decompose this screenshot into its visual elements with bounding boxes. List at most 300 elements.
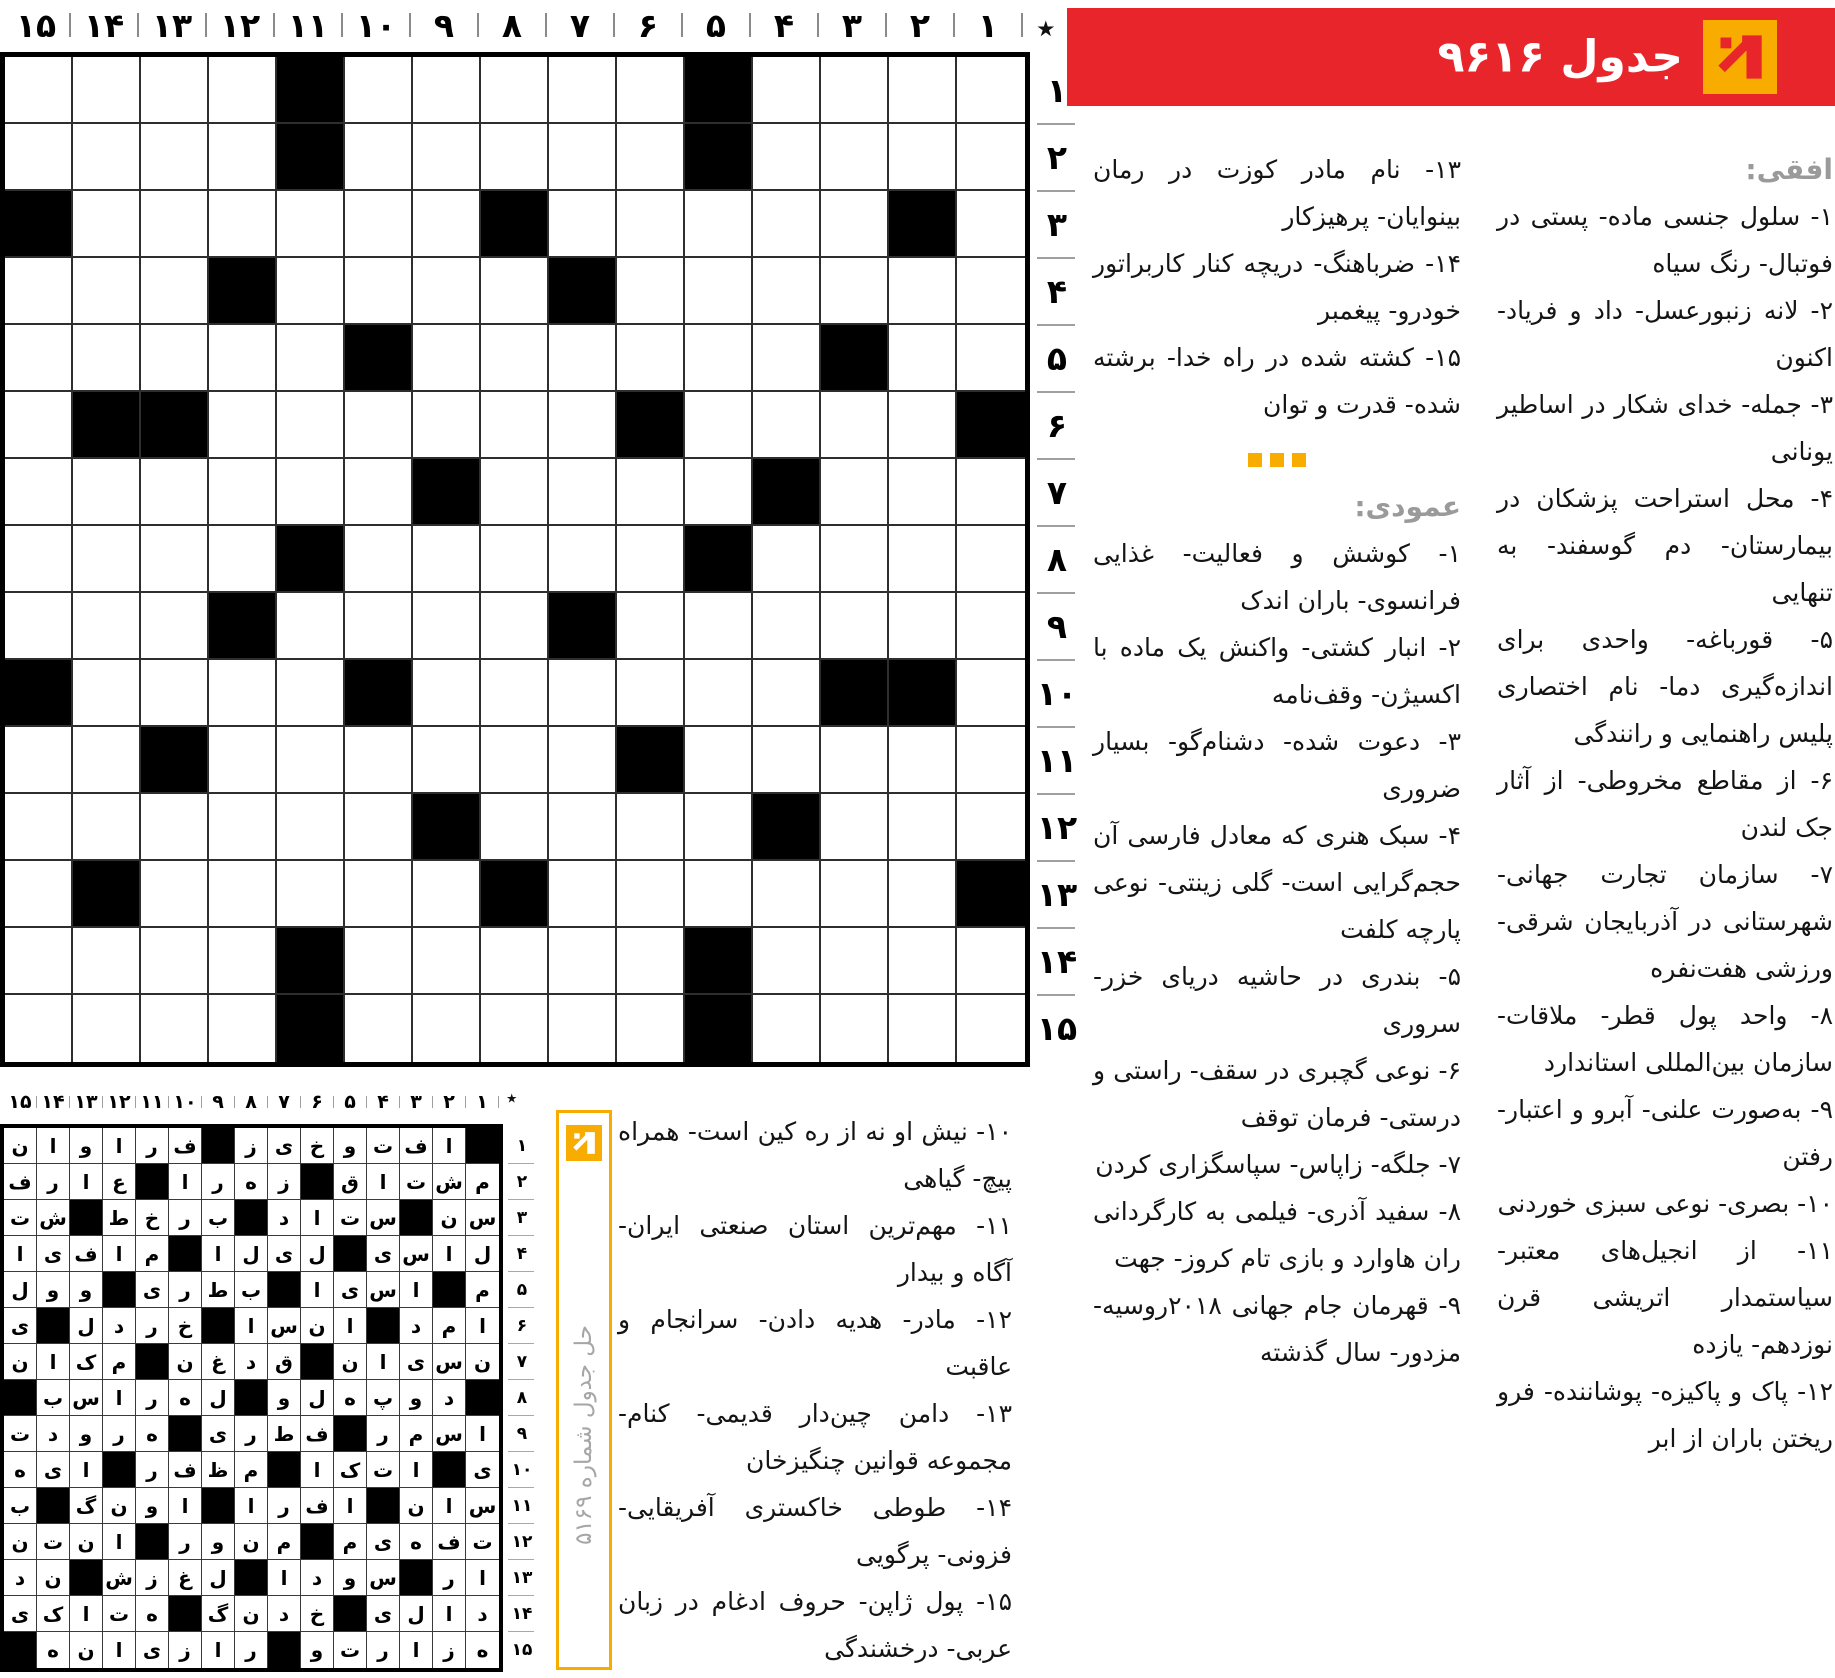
grid-cell[interactable]	[617, 191, 685, 258]
solution-cell: ه	[334, 1380, 367, 1416]
solution-cell: ی	[334, 1272, 367, 1308]
solution-cell: ا	[334, 1488, 367, 1524]
solution-cell: ن	[334, 1344, 367, 1380]
grid-cell[interactable]	[821, 392, 889, 459]
clue: ۱۳- نام مادر کوزت در رمان بینوایان- پرهیزکار	[1093, 155, 1461, 231]
grid-cell[interactable]	[209, 57, 277, 124]
main-grid-row-numbers	[1034, 57, 1080, 1062]
grid-cell[interactable]	[753, 995, 821, 1062]
grid-cell[interactable]	[277, 191, 345, 258]
grid-cell[interactable]	[277, 258, 345, 325]
grid-cell[interactable]	[889, 57, 957, 124]
clue: ۱۵- پول ژاپن- حروف ادغام در زبان عربی- درخشندگی	[618, 1587, 1012, 1663]
grid-cell[interactable]	[549, 191, 617, 258]
grid-cell[interactable]	[481, 660, 549, 727]
solution-cell-black	[37, 1308, 70, 1344]
grid-cell[interactable]	[481, 526, 549, 593]
grid-cell[interactable]	[753, 861, 821, 928]
grid-cell[interactable]	[957, 526, 1025, 593]
grid-cell[interactable]	[413, 861, 481, 928]
solution-cell: ت	[334, 1200, 367, 1236]
solution-cell-black	[37, 1488, 70, 1524]
grid-cell[interactable]	[957, 928, 1025, 995]
solution-cell: ا	[400, 1632, 433, 1668]
solution-cell: ل	[70, 1308, 103, 1344]
grid-cell[interactable]	[753, 258, 821, 325]
grid-cell[interactable]	[685, 593, 753, 660]
grid-cell-black	[481, 191, 549, 258]
grid-cell[interactable]	[277, 794, 345, 861]
banner-logo-icon	[571, 1130, 597, 1156]
down-clues-continued	[618, 1108, 1012, 1672]
grid-cell[interactable]	[481, 392, 549, 459]
solution-cell: ن	[4, 1524, 37, 1560]
grid-cell-black	[5, 191, 73, 258]
solution-cell: ی	[268, 1128, 301, 1164]
grid-cell[interactable]	[549, 57, 617, 124]
grid-cell[interactable]	[5, 861, 73, 928]
grid-cell[interactable]	[957, 191, 1025, 258]
grid-cell[interactable]	[5, 57, 73, 124]
solution-cell: ا	[466, 1560, 499, 1596]
grid-cell[interactable]	[277, 861, 345, 928]
grid-cell[interactable]	[481, 258, 549, 325]
grid-cell[interactable]	[277, 325, 345, 392]
grid-cell[interactable]	[821, 258, 889, 325]
grid-cell[interactable]	[617, 593, 685, 660]
grid-cell[interactable]	[5, 526, 73, 593]
grid-cell[interactable]	[413, 124, 481, 191]
grid-cell[interactable]	[73, 526, 141, 593]
grid-cell[interactable]	[73, 593, 141, 660]
solution-cell: د	[466, 1596, 499, 1632]
grid-cell[interactable]	[889, 392, 957, 459]
grid-cell[interactable]	[481, 995, 549, 1062]
clue: ۶- نوعی گچبری در سقف- راستی و درستی- فرمان توقف	[1093, 1056, 1461, 1132]
grid-cell[interactable]	[209, 995, 277, 1062]
grid-cell[interactable]	[73, 794, 141, 861]
solution-cell: ا	[169, 1164, 202, 1200]
grid-cell[interactable]	[73, 928, 141, 995]
grid-cell[interactable]	[753, 660, 821, 727]
solution-cell: ن	[70, 1632, 103, 1668]
grid-cell[interactable]	[957, 995, 1025, 1062]
row-number: ۴	[506, 1236, 538, 1272]
grid-cell[interactable]	[413, 995, 481, 1062]
column-number: ۱۱	[287, 5, 329, 45]
column-number: ۸	[501, 5, 523, 45]
column-number: ۹	[433, 5, 455, 45]
grid-cell[interactable]	[957, 794, 1025, 861]
grid-cell[interactable]	[5, 995, 73, 1062]
grid-cell[interactable]	[617, 995, 685, 1062]
grid-cell[interactable]	[481, 727, 549, 794]
solution-cell: ل	[235, 1236, 268, 1272]
grid-cell[interactable]	[753, 593, 821, 660]
solution-cell: ه	[235, 1164, 268, 1200]
grid-cell[interactable]	[685, 861, 753, 928]
grid-cell[interactable]	[345, 258, 413, 325]
solution-cell: ا	[400, 1452, 433, 1488]
grid-cell[interactable]	[549, 124, 617, 191]
grid-cell[interactable]	[141, 861, 209, 928]
grid-cell[interactable]	[685, 794, 753, 861]
grid-cell[interactable]	[753, 727, 821, 794]
column-number: ۵	[344, 1091, 356, 1113]
grid-cell[interactable]	[481, 325, 549, 392]
column-number: ۱	[476, 1091, 488, 1113]
grid-cell[interactable]	[73, 191, 141, 258]
grid-cell[interactable]	[141, 57, 209, 124]
grid-cell[interactable]	[685, 258, 753, 325]
grid-cell[interactable]	[413, 258, 481, 325]
grid-cell[interactable]	[821, 928, 889, 995]
clue: ۱۴- طوطی خاکستری آفریقایی- فزونی- پرگویی	[618, 1493, 1012, 1569]
grid-cell[interactable]	[549, 392, 617, 459]
grid-cell[interactable]	[481, 794, 549, 861]
grid-cell[interactable]	[957, 459, 1025, 526]
solution-cell: ر	[169, 1200, 202, 1236]
grid-cell[interactable]	[481, 57, 549, 124]
column-number: ۱۳	[151, 5, 193, 45]
grid-cell[interactable]	[345, 928, 413, 995]
solution-cell: ا	[367, 1164, 400, 1200]
grid-cell[interactable]	[685, 459, 753, 526]
grid-cell[interactable]	[753, 526, 821, 593]
solution-column-numbers	[4, 1082, 499, 1122]
grid-cell-black	[73, 392, 141, 459]
solution-cell: ف	[169, 1128, 202, 1164]
grid-cell[interactable]	[617, 928, 685, 995]
grid-cell[interactable]	[413, 325, 481, 392]
grid-cell[interactable]	[345, 57, 413, 124]
grid-cell[interactable]	[413, 928, 481, 995]
solution-row-numbers	[506, 1128, 538, 1668]
grid-cell[interactable]	[345, 593, 413, 660]
grid-cell[interactable]	[889, 258, 957, 325]
solution-cell: ا	[103, 1524, 136, 1560]
grid-cell[interactable]	[685, 191, 753, 258]
clue: ۳- جمله- خدای شکار در اساطیر یونانی	[1497, 390, 1833, 466]
grid-cell[interactable]	[5, 593, 73, 660]
row-number: ۱۵	[1036, 1009, 1078, 1048]
solution-cell-black	[103, 1452, 136, 1488]
grid-cell[interactable]	[821, 124, 889, 191]
solution-corner-ornament: ٭	[506, 1086, 518, 1110]
clue: ۱- سلول جنسی ماده- پستی در فوتبال- رنگ سیاه	[1497, 202, 1833, 278]
grid-cell[interactable]	[617, 526, 685, 593]
solution-cell: ن	[400, 1488, 433, 1524]
solution-cell: ا	[202, 1236, 235, 1272]
solution-cell: و	[202, 1524, 235, 1560]
grid-cell[interactable]	[209, 660, 277, 727]
grid-cell[interactable]	[5, 392, 73, 459]
grid-cell[interactable]	[957, 258, 1025, 325]
grid-cell[interactable]	[209, 392, 277, 459]
solution-cell-black	[235, 1560, 268, 1596]
solution-cell: ا	[169, 1488, 202, 1524]
grid-cell[interactable]	[413, 660, 481, 727]
solution-cell: ت	[400, 1164, 433, 1200]
grid-cell[interactable]	[821, 593, 889, 660]
solution-cell: ت	[37, 1524, 70, 1560]
grid-cell[interactable]	[73, 258, 141, 325]
grid-cell[interactable]	[413, 526, 481, 593]
solution-cell: ر	[268, 1488, 301, 1524]
grid-cell[interactable]	[617, 258, 685, 325]
row-number: ۳	[1034, 191, 1080, 258]
grid-cell[interactable]	[889, 928, 957, 995]
main-grid-column-numbers	[3, 2, 1027, 48]
grid-cell[interactable]	[141, 526, 209, 593]
clue: ۴- محل استراحت پزشکان در بیمارستان- دم گوسفند- به تنهایی	[1497, 484, 1833, 607]
grid-cell[interactable]	[617, 861, 685, 928]
grid-cell[interactable]	[209, 191, 277, 258]
grid-cell[interactable]	[73, 124, 141, 191]
grid-cell[interactable]	[549, 861, 617, 928]
grid-cell[interactable]	[821, 526, 889, 593]
solution-cell: ر	[136, 1128, 169, 1164]
row-number: ۲	[506, 1164, 538, 1200]
grid-cell[interactable]	[549, 727, 617, 794]
grid-cell[interactable]	[5, 727, 73, 794]
grid-cell[interactable]	[413, 593, 481, 660]
grid-cell[interactable]	[345, 861, 413, 928]
solution-cell-black	[136, 1164, 169, 1200]
grid-cell[interactable]	[345, 392, 413, 459]
grid-cell[interactable]	[617, 794, 685, 861]
solution-cell: م	[466, 1272, 499, 1308]
grid-cell-black	[617, 392, 685, 459]
separator-tick	[498, 1096, 499, 1108]
clue: ۵- قورباغه- واحدی برای اندازه‌گیری دما- نام اختصاری پلیس راهنمایی و رانندگی	[1497, 625, 1833, 748]
grid-cell[interactable]	[753, 928, 821, 995]
grid-cell-black	[413, 459, 481, 526]
grid-cell[interactable]	[889, 325, 957, 392]
grid-cell[interactable]	[5, 794, 73, 861]
grid-cell[interactable]	[73, 325, 141, 392]
grid-cell[interactable]	[957, 593, 1025, 660]
solution-cell: ا	[235, 1308, 268, 1344]
solution-cell: ز	[136, 1560, 169, 1596]
grid-cell[interactable]	[481, 459, 549, 526]
column-number: ۱۰	[355, 5, 397, 45]
grid-cell[interactable]	[141, 258, 209, 325]
grid-cell[interactable]	[413, 57, 481, 124]
grid-cell[interactable]	[685, 660, 753, 727]
grid-cell[interactable]	[345, 459, 413, 526]
grid-cell[interactable]	[889, 459, 957, 526]
crossword-grid[interactable]	[0, 52, 1030, 1067]
grid-cell[interactable]	[821, 57, 889, 124]
grid-cell[interactable]	[957, 727, 1025, 794]
grid-cell[interactable]	[413, 727, 481, 794]
grid-cell[interactable]	[345, 995, 413, 1062]
grid-cell[interactable]	[753, 57, 821, 124]
grid-cell[interactable]	[141, 325, 209, 392]
grid-cell[interactable]	[617, 660, 685, 727]
grid-cell[interactable]	[549, 928, 617, 995]
grid-cell[interactable]	[821, 861, 889, 928]
grid-cell[interactable]	[957, 124, 1025, 191]
solution-cell-black	[235, 1200, 268, 1236]
grid-cell[interactable]	[413, 191, 481, 258]
grid-cell[interactable]	[277, 660, 345, 727]
solution-cell: م	[433, 1308, 466, 1344]
row-number: ۷	[506, 1344, 538, 1380]
grid-cell[interactable]	[889, 593, 957, 660]
grid-cell[interactable]	[549, 325, 617, 392]
grid-cell[interactable]	[73, 459, 141, 526]
solution-cell: م	[136, 1236, 169, 1272]
down-clues-column	[1093, 146, 1461, 1376]
solution-cell: ش	[433, 1164, 466, 1200]
grid-cell[interactable]	[617, 459, 685, 526]
solution-cell: ا	[70, 1596, 103, 1632]
grid-cell[interactable]	[141, 995, 209, 1062]
grid-cell[interactable]	[889, 861, 957, 928]
grid-cell[interactable]	[549, 526, 617, 593]
clue: ۱- کوشش و فعالیت- غذایی فرانسوی- باران اندک	[1093, 539, 1461, 615]
grid-cell[interactable]	[277, 459, 345, 526]
grid-cell[interactable]	[277, 593, 345, 660]
grid-cell[interactable]	[5, 325, 73, 392]
grid-cell[interactable]	[73, 995, 141, 1062]
grid-cell[interactable]	[209, 325, 277, 392]
grid-cell[interactable]	[821, 727, 889, 794]
grid-cell[interactable]	[753, 325, 821, 392]
grid-cell[interactable]	[753, 191, 821, 258]
clue: ۶- از مقاطع مخروطی- از آثار جک لندن	[1497, 766, 1833, 842]
grid-cell[interactable]	[141, 928, 209, 995]
grid-cell[interactable]	[821, 191, 889, 258]
grid-cell[interactable]	[345, 794, 413, 861]
grid-cell[interactable]	[617, 57, 685, 124]
grid-cell[interactable]	[5, 124, 73, 191]
grid-cell[interactable]	[345, 526, 413, 593]
grid-cell[interactable]	[141, 593, 209, 660]
row-number: ۱۰	[506, 1452, 538, 1488]
solution-cell: و	[136, 1488, 169, 1524]
solution-cell: ه	[136, 1596, 169, 1632]
grid-cell[interactable]	[549, 794, 617, 861]
grid-cell[interactable]	[209, 727, 277, 794]
solution-cell: ا	[103, 1380, 136, 1416]
grid-cell[interactable]	[413, 392, 481, 459]
grid-cell[interactable]	[73, 57, 141, 124]
grid-cell[interactable]	[141, 459, 209, 526]
grid-cell[interactable]	[753, 124, 821, 191]
solution-cell: ه	[400, 1524, 433, 1560]
corner-ornament: ٭	[1036, 8, 1056, 49]
solution-cell: و	[70, 1272, 103, 1308]
solution-cell: گ	[70, 1488, 103, 1524]
column-number: ۴	[773, 5, 795, 45]
grid-cell[interactable]	[481, 928, 549, 995]
down-heading: عمودی:	[1354, 490, 1461, 523]
grid-cell[interactable]	[209, 794, 277, 861]
solution-cell-black	[301, 1344, 334, 1380]
grid-cell[interactable]	[617, 124, 685, 191]
grid-cell[interactable]	[753, 392, 821, 459]
column-number: ۱۵	[8, 1091, 32, 1113]
solution-cell: ا	[433, 1488, 466, 1524]
grid-cell[interactable]	[821, 459, 889, 526]
grid-cell[interactable]	[209, 459, 277, 526]
grid-cell[interactable]	[277, 727, 345, 794]
banner-text: حل جدول شماره ۹۶۱۵	[571, 1325, 597, 1545]
grid-cell[interactable]	[5, 459, 73, 526]
grid-cell[interactable]	[209, 526, 277, 593]
column-number: ۴	[377, 1091, 389, 1113]
grid-cell[interactable]	[73, 660, 141, 727]
solution-cell: و	[37, 1272, 70, 1308]
grid-cell[interactable]	[141, 191, 209, 258]
grid-cell[interactable]	[889, 794, 957, 861]
grid-cell[interactable]	[5, 258, 73, 325]
grid-cell[interactable]	[821, 794, 889, 861]
solution-cell: و	[301, 1632, 334, 1668]
grid-cell[interactable]	[685, 727, 753, 794]
grid-cell-black	[209, 258, 277, 325]
grid-cell[interactable]	[549, 660, 617, 727]
grid-cell-black	[481, 861, 549, 928]
grid-cell[interactable]	[549, 459, 617, 526]
grid-cell[interactable]	[957, 325, 1025, 392]
grid-cell[interactable]	[549, 995, 617, 1062]
grid-cell[interactable]	[889, 526, 957, 593]
solution-cell-black	[202, 1308, 235, 1344]
row-number: ۸	[506, 1380, 538, 1416]
grid-cell[interactable]	[889, 995, 957, 1062]
solution-cell: ل	[301, 1236, 334, 1272]
grid-cell[interactable]	[277, 392, 345, 459]
solution-cell: ق	[334, 1164, 367, 1200]
grid-cell[interactable]	[685, 392, 753, 459]
grid-cell[interactable]	[5, 928, 73, 995]
grid-cell[interactable]	[345, 124, 413, 191]
grid-cell[interactable]	[685, 325, 753, 392]
grid-cell[interactable]	[141, 794, 209, 861]
grid-cell[interactable]	[889, 727, 957, 794]
grid-cell[interactable]	[141, 660, 209, 727]
solution-cell: ا	[301, 1272, 334, 1308]
solution-cell-black	[202, 1128, 235, 1164]
grid-cell-black	[889, 660, 957, 727]
grid-cell[interactable]	[73, 727, 141, 794]
grid-cell[interactable]	[889, 124, 957, 191]
clue: ۱۱- از انجیل‌های معتبر- سیاستمدار اتریشی قرن نوزدهم- یازده	[1497, 1236, 1833, 1359]
grid-cell[interactable]	[209, 928, 277, 995]
grid-cell[interactable]	[345, 191, 413, 258]
grid-cell[interactable]	[209, 124, 277, 191]
grid-cell[interactable]	[141, 124, 209, 191]
grid-cell[interactable]	[481, 124, 549, 191]
grid-cell[interactable]	[957, 660, 1025, 727]
grid-cell-black	[549, 258, 617, 325]
solution-cell: م	[334, 1524, 367, 1560]
solution-cell: ط	[202, 1272, 235, 1308]
across-clues-13-15	[1093, 146, 1461, 428]
grid-cell[interactable]	[345, 727, 413, 794]
grid-cell[interactable]	[821, 995, 889, 1062]
grid-cell[interactable]	[481, 593, 549, 660]
clue: ۸- سفید آذری- فیلمی به کارگردانی ران هاوارد و بازی تام کروز- جهت	[1093, 1197, 1461, 1273]
clue: ۷- جلگه- زاپاس- سپاسگزاری کردن	[1095, 1150, 1461, 1179]
grid-cell[interactable]	[209, 861, 277, 928]
grid-cell[interactable]	[617, 325, 685, 392]
grid-cell[interactable]	[957, 57, 1025, 124]
